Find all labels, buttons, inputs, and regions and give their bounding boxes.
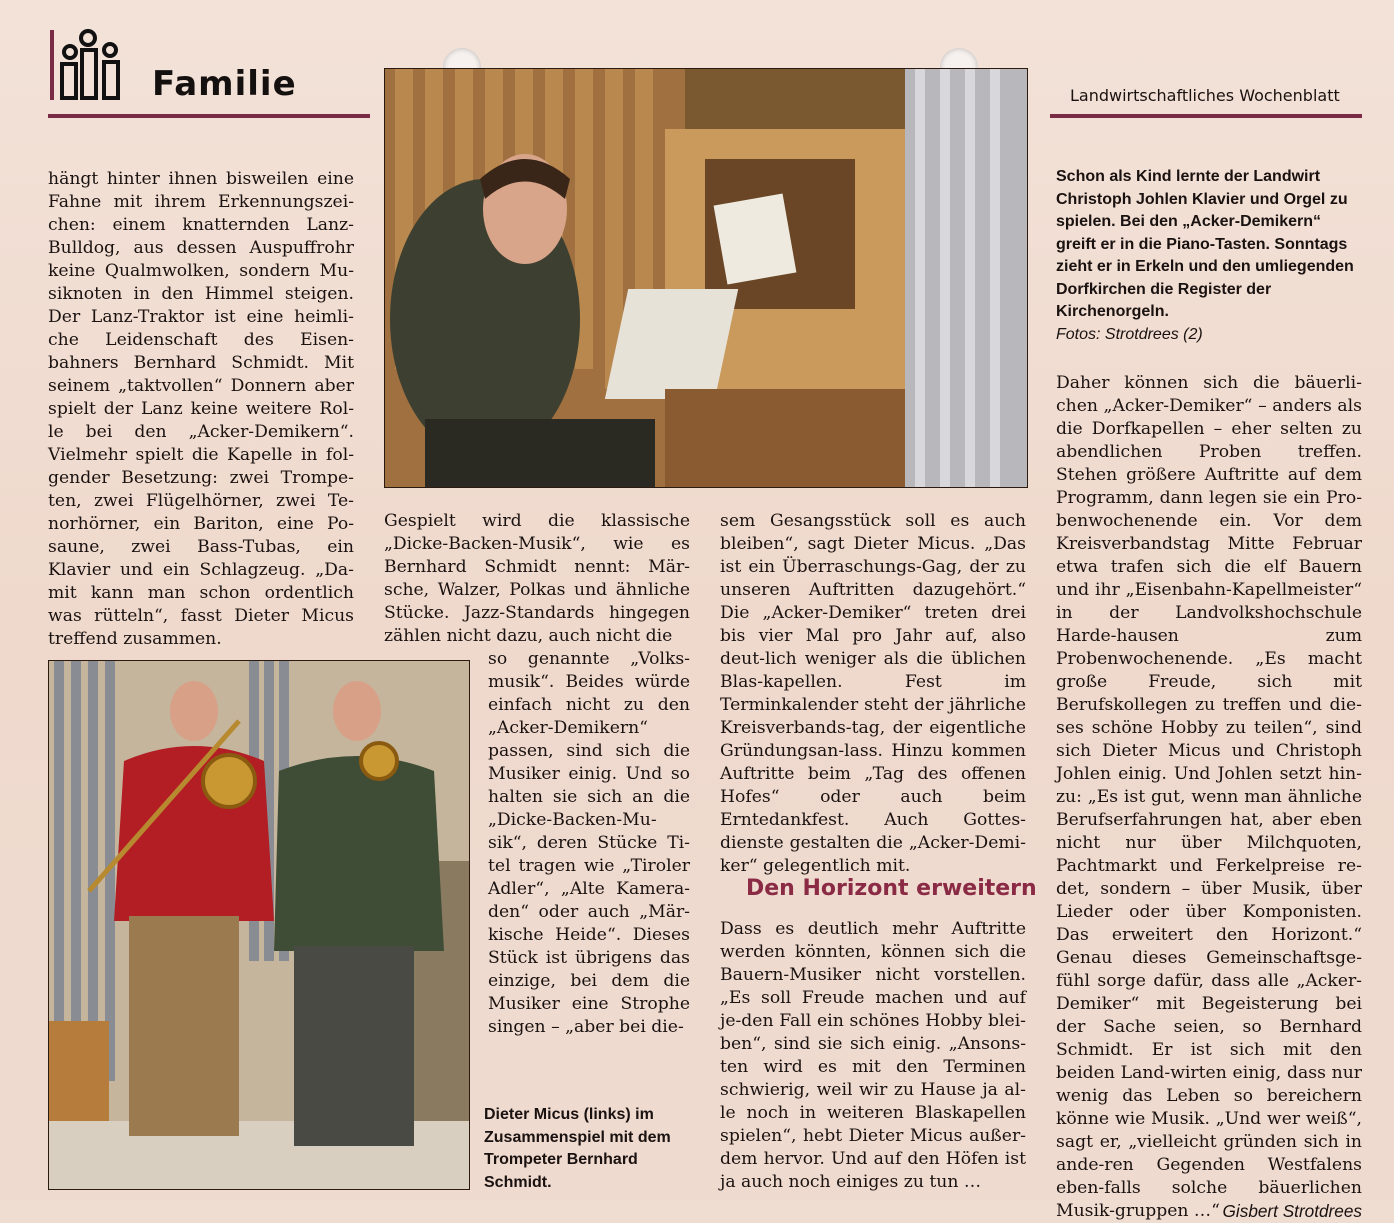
column-3-top-text: sem Gesangsstück soll es auch bleiben“, sagt Dieter Micus. „Das ist ein Überraschungs-Gag, der zu unseren Auftritten dazugehört.“ Die „Acker-Demiker“ treten drei bis vier Mal pro Jahr auf, also deut-lich weniger als die üblichen Blas-kapellen. Fest im Terminkalender steht der jährliche Kreisverbands-tag, der eigentliche Gründungsan-lass. Hinzu kommen Auftritte beim „Tag des offenen Hofes“ oder auch beim Erntedankfest. Auch Gottes-dienste gestalten die „Acker-Demi-ker“ gelegentlich mit.	[720, 511, 1026, 876]
column-2-narrow-text: so genannte „Volks-musik“. Beides würde einfach nicht zu den „Acker-Demikern“ passen, sind sich die Musiker einig. Und so halten sie sich an die „Dicke-Backen-Mu-sik“, deren Stücke Ti-tel tragen wie „Tiroler Adler“, „Alte Kamera-den“ oder auch „Mär-kische Heide“. Dieses Stück ist übrigens das einzige, bei dem die Musiker eine Strophe singen – „aber bei die-	[488, 649, 690, 1037]
photo-organist	[384, 68, 1028, 488]
organist-image	[385, 69, 1027, 487]
photo-musicians-caption-text: Dieter Micus (links) im Zusammenspiel mit dem Trompeter Bernhard Schmidt.	[484, 1106, 671, 1191]
family-logo-icon	[48, 28, 128, 102]
column-1	[48, 168, 354, 651]
photo-organist-caption	[1056, 166, 1362, 346]
column-3-top	[720, 510, 1026, 878]
newspaper-name: Landwirtschaftliches Wochenblatt	[1070, 86, 1340, 105]
subheading: Den Horizont erweitern	[746, 876, 1037, 901]
column-2-top	[384, 510, 690, 648]
header-rule-right	[1050, 114, 1362, 118]
column-2-top-text: Gespielt wird die klassische „Dicke-Backen-Musik“, wie es Bernhard Schmidt nennt: Mär-sche, Walzer, Polkas und ähnliche Stücke. Jazz-Standards hingegen zählen nicht dazu, auch nicht die	[384, 511, 690, 646]
column-2-narrow	[488, 648, 690, 1039]
section-title: Familie	[152, 64, 297, 104]
column-1-text: hängt hinter ihnen bisweilen eine Fahne mit ihrem Erkennungszei-chen: einem knatternden Lanz-Bulldog, aus dessen Auspuffrohr keine Qualmwolken, sondern Mu-siknoten in den Himmel steigen. Der Lanz-Traktor ist eine heimli-che Leidenschaft des Eisen-bahners Bernhard Schmidt. Mit seinem „taktvollen“ Donnern aber spielt der Lanz keine weitere Rol-le bei den „Acker-Demikern“. Vielmehr spielt die Kapelle in fol-gender Besetzung: zwei Trompe-ten, zwei Flügelhörner, zwei Te-norhörner, ein Bariton, eine Po-saune, zwei Bass-Tubas, ein Klavier und ein Schlagzeug. „Da-mit kann man schon ordentlich was rütteln“, fasst Dieter Micus treffend zusammen.	[48, 169, 354, 649]
header-rule-left	[48, 114, 370, 118]
column-4-text	[1056, 372, 1362, 1223]
column-4	[1056, 372, 1362, 1223]
musicians-image	[49, 661, 469, 1189]
column-3-bottom-text: Dass es deutlich mehr Auftritte werden könnten, können sich die Bauern-Musiker nicht vorstellen. „Es soll Freude machen und auf je-den Fall ein schönes Hobby blei-ben“, sind sie sich einig. „Ansons-ten wird es mit den Terminen schwierig, weil wir zu Hause ja al-le noch in weiteren Blaskapellen spielen“, hebt Dieter Micus außer-dem hervor. Und auf den Höfen ist ja auch noch einiges zu tun …	[720, 919, 1026, 1192]
author-signature: Gisbert Strotdrees	[1222, 1201, 1362, 1221]
photo-musicians-caption	[484, 1104, 694, 1194]
column-3-bottom	[720, 918, 1026, 1194]
photo-credit: Fotos: Strotdrees (2)	[1056, 325, 1203, 343]
photo-musicians	[48, 660, 470, 1190]
column-4-text-body: Daher können sich die bäuerli-chen „Acker-Demiker“ – anders als die Dorfkapellen – eher selten zu abendlichen Proben treffen. Stehen größere Auftritte auf dem Programm, dann legen sie ein Pro-benwochenende ein. Vor dem Kreisverbandstag Mitte Februar etwa trafen sich die elf Bauern und ihr „Eisenbahn-Kapellmeister“ in der Landvolkshochschule Harde-hausen zum Probenwochenende. „Es macht große Freude, sich mit Berufskollegen zu treffen und die-ses schöne Hobby zu teilen“, sind sich Dieter Micus und Christoph Johlen einig. Und Johlen setzt hin-zu: „Es ist gut, wenn man ähnliche Berufserfahrungen hat, aber eben nicht nur über Milchquoten, Pachtmarkt und Ferkelpreise re-det, sondern – über Musik, über Lieder oder über Komponisten. Das erweitert den Horizont.“ Genau dieses Gemeinschaftsge-fühl sorge dafür, dass alle „Acker-Demiker“ mit Begeisterung bei der Sache seien, so Bernhard Schmidt. Er ist sich mit den beiden Land-wirten einig, dass nur wenig das Leben so bereichern könne wie Musik. „Und wer weiß“, sagt er, „vielleicht gründen sich in ande-ren Gegenden Westfalens eben-falls solche bäuerlichen Musik-gruppen …“	[1056, 373, 1362, 1221]
photo-organist-caption-text: Schon als Kind lernte der Landwirt Christoph Johlen Klavier und Orgel zu spielen. Bei den „Acker-Demikern“ greift er in die Piano-Tasten. Sonntags zieht er in Erkeln und den umliegenden Dorfkirchen die Register der Kirchenorgeln.	[1056, 168, 1354, 320]
